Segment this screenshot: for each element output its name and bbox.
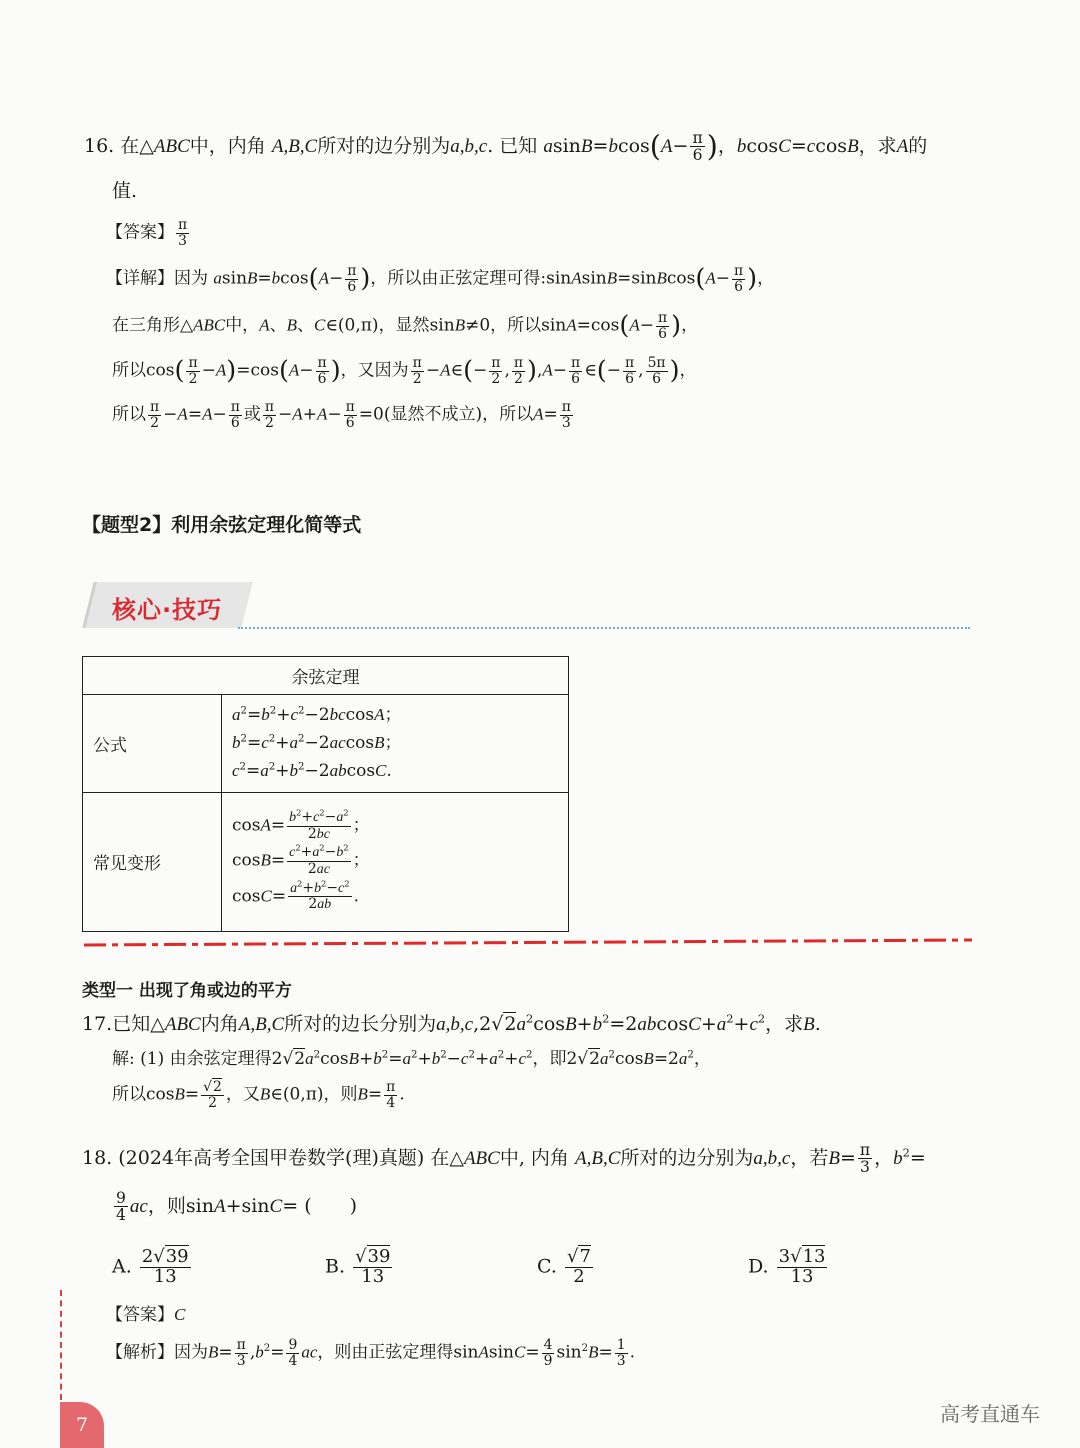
q16-answer xyxy=(106,218,191,248)
page-number: 7 xyxy=(60,1402,104,1448)
cosine-law-table xyxy=(82,656,569,932)
variant-cell: cosA= $\frac{b^2+c^2-a^2}{2bc}$ ； cosB= $\frac{c^2+a^2-b^2}{2ac}$ ； cosC= $\frac{a^2+b^2-c^2}{2ab}$ . xyxy=(222,792,569,931)
analysis-label: 【解析】 xyxy=(106,1342,174,1363)
row-label-variants: 常见变形 xyxy=(83,792,222,931)
q17-solution-line1: 解: (1) 由余弦定理得$2√2a^2\cos B+b^2=a^2+b^2-c^2+a^2+c^2$，即$2√2a^2\cos B=2a^2$， xyxy=(112,1049,711,1069)
detail-label: 【详解】 xyxy=(106,268,174,289)
answer-value: C xyxy=(174,1305,186,1324)
answer-label: 【答案】 xyxy=(106,222,174,243)
q18-answer xyxy=(106,1306,185,1324)
formula-cell: $a^2=b^2+c^2-2bccosA$； $b^2=c^2+a^2-2accosB$； $c^2=a^2+b^2-2abcosC$. xyxy=(222,695,569,793)
q18-stem: 18. (2024年高考全国甲卷数学(理)真题) 在△ABC中, 内角 A,B,C所对的边分别为a,b,c，若B= $\frac{\pi}{3}$ ，$b^2=$ xyxy=(82,1141,926,1177)
q16-detail-line4: 所以 $\frac{\pi}{2}$ −A=A− $\frac{\pi}{6}$ 或 $\frac{\pi}{2}$ −A+A− $\frac{\pi}{6}$ =0(显然不成立)，所以A= $\frac{\pi}{3}$ xyxy=(112,399,571,431)
q18-source: (2024年高考全国甲卷数学(理)真题) xyxy=(118,1146,425,1169)
banner-title: 核心·技巧 xyxy=(112,596,223,624)
q16-detail-line1: 【详解】因为 asinB=bcos(A− $\frac{\pi}{6}$ )，所以由正弦定理可得:sinAsinB=sinBcos(A− $\frac{\pi}{6}$ )， xyxy=(106,263,775,295)
table-header: 余弦定理 xyxy=(83,657,569,695)
answer-label: 【答案】 xyxy=(106,1305,174,1325)
answer-value: $\frac{\pi}{3}$ xyxy=(178,217,188,249)
q18-stem-line2: $\frac{9}{4}$ ac，则sinA+sinC= ( ) xyxy=(116,1189,358,1225)
q16-detail-line3: 所以cos( $\frac{\pi}{2}$ −A)=cos(A− $\frac{\pi}{6}$ )，又因为 $\frac{\pi}{2}$ −A∈(− $\frac{\pi}{2}$ , $\frac{\pi}{2}$ ),A− $\frac{\pi}{6}$ ∈(− $\frac{\pi}{6}$ , $\frac{5\pi}{6}$ )， xyxy=(112,355,697,387)
q18-analysis: 【解析】因为B= $\frac{\pi}{3}$ $,b^2=$ $\frac{9}{4}$ ac，则由正弦定理得sinAsinC= $\frac{4}{9}$ $\sin^2B=$ $\frac{1}{3}$ . xyxy=(106,1337,636,1369)
option-b[interactable]: B. $\frac{√39}{13}$ xyxy=(325,1246,391,1287)
dotted-divider xyxy=(238,627,970,629)
q16-stem-line2: 值. xyxy=(112,180,138,202)
type1-title: 类型一 出现了角或边的平方 xyxy=(82,981,292,1001)
q16-number: 16. xyxy=(84,134,115,157)
q16-condition: asinB=bcos(A− $\frac{\pi}{6}$ )，bcosC=ccosB xyxy=(543,129,859,165)
row-label-formula: 公式 xyxy=(83,695,222,793)
side-dash-decoration xyxy=(60,1290,62,1400)
q17-stem: 17.已知△ABC内角A,B,C所对的边长分别为$a,b,c,2√2a^2\cos B+b^2=2abcosC+a^2+c^2$，求B. xyxy=(82,1011,821,1035)
option-d[interactable]: D. $\frac{3√13}{13}$ xyxy=(748,1246,826,1287)
section-title: 【题型2】利用余弦定理化简等式 xyxy=(82,514,362,536)
table-header-row xyxy=(83,657,569,695)
table-row xyxy=(83,792,569,931)
q17-solution-line2: 所以cosB= $\frac{√2}{2}$ ，又B∈(0,π)，则B= $\frac{\pi}{4}$ . xyxy=(112,1079,405,1111)
solution-label: 解: xyxy=(112,1049,135,1069)
option-a[interactable]: A. $\frac{2√39}{13}$ xyxy=(112,1246,189,1287)
q16-stem: 16. 在△ABC中，内角 A,B,C所对的边分别为a,b,c. 已知 asinB=bcos(A− $\frac{\pi}{6}$ )，bcosC=ccosB，求A的 xyxy=(84,129,928,165)
table-row xyxy=(83,695,569,793)
watermark-text: 高考直通车 xyxy=(940,1402,1040,1426)
answer-blank: ( ) xyxy=(304,1194,358,1217)
option-c[interactable]: C. $\frac{√7}{2}$ xyxy=(537,1246,591,1287)
q18-number: 18. xyxy=(82,1146,113,1169)
q17-number: 17. xyxy=(82,1013,113,1035)
red-dash-divider xyxy=(84,938,972,948)
q16-detail-line2: 在三角形△ABC中，A、B、C∈(0,π)，显然sinB≠0，所以sinA=cos(A− $\frac{\pi}{6}$ )， xyxy=(112,310,699,342)
